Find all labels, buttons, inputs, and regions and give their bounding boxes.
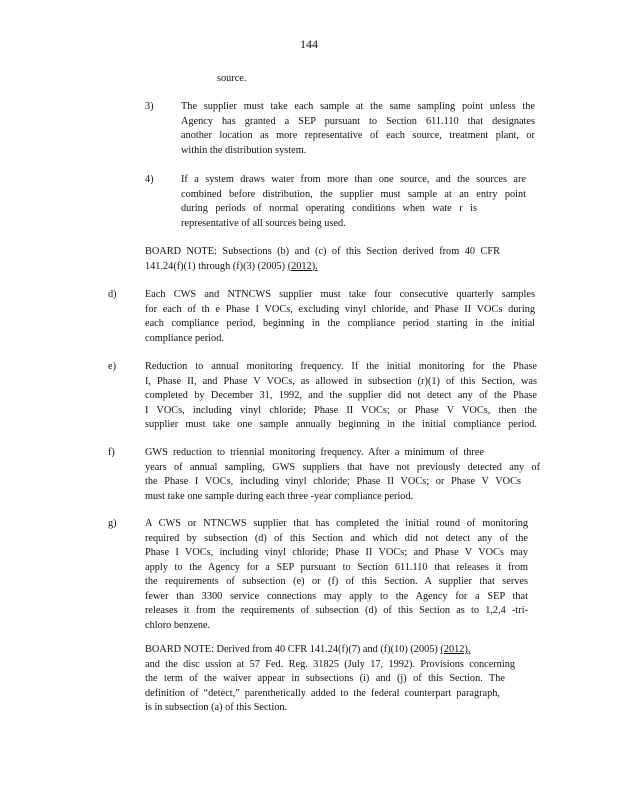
amendment-year: (2012) xyxy=(287,260,316,272)
text-line: GWS reduction to triennial monitoring frequency. After a minimum of three xyxy=(145,447,484,458)
text-line: within the distribution system. xyxy=(181,144,307,156)
text-line: representative of all sources being used. xyxy=(181,217,346,229)
text-line: and the disc ussion at 57 Fed. Reg. 31825 (July 17, 1992). Provisions concerning xyxy=(145,658,515,670)
citation-text: BOARD NOTE: Derived from 40 CFR 141.24(f)(7) and (f)(10) (2005) xyxy=(145,644,438,655)
item-number-4: 4) xyxy=(145,174,154,185)
text-line: Agency has granted a SEP pursuant to Section 611.110 that designates xyxy=(181,115,535,127)
text-line: each compliance period, beginning in the compliance period starting in the initial xyxy=(145,318,535,329)
text-line: must take one sample during each three -year compliance period. xyxy=(145,490,414,502)
amendment-punct: , xyxy=(467,644,471,655)
item-f-text xyxy=(145,446,540,504)
text-line: BOARD NOTE: Subsections (b) and (c) of this Section derived from 40 CFR xyxy=(145,246,500,257)
amendment-punct: . xyxy=(315,260,318,272)
text-line: definition of “detect,” parenthetically added to the federal counterpart paragraph, xyxy=(145,687,500,699)
item-number-f: f) xyxy=(108,447,115,458)
board-note-2 xyxy=(145,643,525,716)
item-3-text xyxy=(181,100,535,158)
text-line: during periods of normal operating conditions when wate r is xyxy=(181,203,477,214)
item-e-text xyxy=(145,360,537,433)
amendment-year: (2012) xyxy=(440,644,468,655)
item-number-d: d) xyxy=(108,289,117,300)
item-number-g: g) xyxy=(108,518,117,529)
item-g-text xyxy=(145,517,528,633)
text-line: Phase I VOCs, including vinyl chloride; Phase II VOCs; and Phase V VOCs may xyxy=(145,547,528,558)
text-line xyxy=(145,643,525,658)
text-line: compliance period. xyxy=(145,332,224,344)
text-line: A CWS or NTNCWS supplier that has completed the initial round of monitoring xyxy=(145,518,528,529)
text-line: Reduction to annual monitoring frequency. If the initial monitoring for the Phase xyxy=(145,361,537,372)
text-line: completed by December 31, 1992, and the supplier did not detect any of the Phase xyxy=(145,390,537,401)
item-number-e: e) xyxy=(108,361,116,372)
item-number-3: 3) xyxy=(145,101,154,112)
text-line xyxy=(145,260,500,275)
text-line: fewer than 3300 service connections may apply to the Agency for a SEP that xyxy=(145,590,528,602)
text-line: the Phase I VOCs, including vinyl chloride; Phase II VOCs; or Phase V VOCs xyxy=(145,476,521,487)
text-line: another location as more representative of each source, treatment plant, or xyxy=(181,130,535,141)
board-note-1 xyxy=(145,245,500,274)
source-continuation: source. xyxy=(217,73,247,84)
text-line: I, Phase II, and Phase V VOCs, as allowed in subsection (r)(1) of this Section, was xyxy=(145,375,537,387)
text-line: chloro benzene. xyxy=(145,619,211,631)
text-line: supplier must take one sample annually beginning in the initial compliance period. xyxy=(145,419,537,430)
item-d-text xyxy=(145,288,535,346)
item-4-text xyxy=(181,173,526,231)
text-line: I VOCs, including vinyl chloride; Phase II VOCs; or Phase V VOCs, then the xyxy=(145,404,537,416)
page-number: 144 xyxy=(300,37,318,51)
text-line: Each CWS and NTNCWS supplier must take four consecutive quarterly samples xyxy=(145,289,535,300)
text-line: is in subsection (a) of this Section. xyxy=(145,702,288,713)
text-line: The supplier must take each sample at the same sampling point unless the xyxy=(181,101,535,112)
text-line: for each of th e Phase I VOCs, excluding vinyl chloride, and Phase II VOCs during xyxy=(145,303,535,315)
text-line: the requirements of subsection (e) or (f) of this Section. A supplier that serves xyxy=(145,576,528,587)
text-line: the term of the waiver appear in subsections (i) and (j) of this Section. The xyxy=(145,673,505,684)
text-line: releases it from the requirements of subsection (d) of this Section as to 1,2,4 -tri- xyxy=(145,605,528,616)
text-line: required by subsection (d) of this Section and which did not detect any of the xyxy=(145,532,528,544)
text-line: combined before distribution, the supplier must sample at an entry point xyxy=(181,188,526,200)
citation-text: 141.24(f)(1) through (f)(3) (2005) xyxy=(145,260,286,272)
text-line: apply to the Agency for a SEP pursuant to Section 611.110 that releases it from xyxy=(145,561,528,573)
text-line: years of annual sampling, GWS suppliers that have not previously detected any of xyxy=(145,461,540,473)
text-line: If a system draws water from more than one source, and the sources are xyxy=(181,174,526,185)
